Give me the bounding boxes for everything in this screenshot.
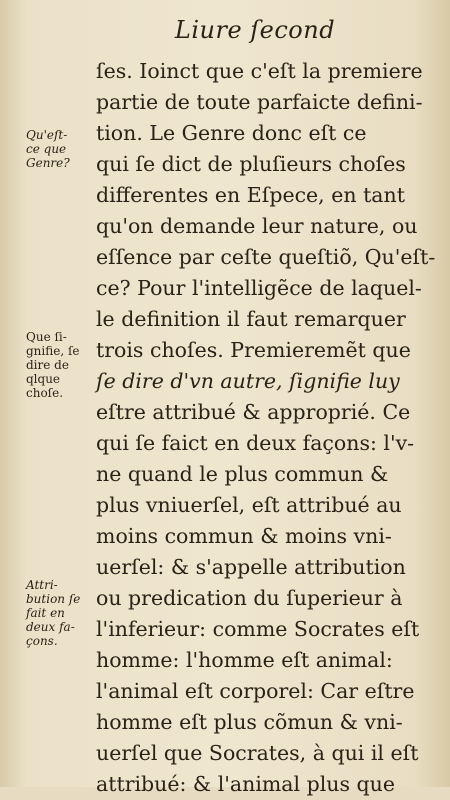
text-line: eſtre attribué & approprié. Ce: [96, 400, 411, 424]
text-line: qui ſe dict de pluſieurs choſes: [96, 152, 406, 176]
text-line: ce? Pour l'intelligẽce de laquel-: [96, 276, 422, 300]
text-line: trois choſes. Premieremẽt que: [96, 338, 411, 362]
text-line: homme eſt plus cõmun & vni-: [96, 710, 403, 734]
text-line: uerſel: & s'appelle attribution: [96, 555, 406, 579]
running-header: Liure ſecond: [174, 16, 336, 44]
text-line: attribué: & l'animal plus que: [96, 772, 395, 796]
text-line: ne quand le plus commun &: [96, 462, 389, 486]
text-line: differentes en Eſpece, en tant: [96, 183, 405, 207]
text-line: ou predication du ſuperieur à: [96, 586, 403, 610]
text-line: qu'on demande leur nature, ou: [96, 214, 418, 238]
margin-note-genre: Qu'eſt- ce que Genre?: [26, 128, 70, 170]
text-line: eſſence par ceſte queſtiõ, Qu'eſt-: [96, 245, 436, 269]
text-line: homme: l'homme eſt animal:: [96, 648, 393, 672]
text-line: uerſel que Socrates, à qui il eſt: [96, 741, 419, 765]
text-line: l'animal eſt corporel: Car eſtre: [96, 679, 415, 703]
text-line: tion. Le Genre donc eſt ce: [96, 121, 367, 145]
text-line: l'inferieur: comme Socrates eſt: [96, 617, 420, 641]
text-line: le definition il faut remarquer: [96, 307, 406, 331]
margin-note-attribution: Attri- bution ſe fait en deux fa- çons.: [26, 578, 81, 648]
text-line: plus vniuerſel, eſt attribué au: [96, 493, 402, 517]
text-line: moins commun & moins vni-: [96, 524, 392, 548]
text-line: partie de toute parfaicte defini-: [96, 90, 423, 114]
margin-note-dire: Que ſi- gnifie, ſe dire de qlque choſe.: [26, 330, 80, 400]
text-line: ſe dire d'vn autre, ſignifie luy: [96, 369, 400, 393]
main-text: [96, 56, 436, 800]
text-line: qui ſe faict en deux façons: l'v-: [96, 431, 415, 455]
text-line: ſes. Ioinct que c'eſt la premiere: [96, 59, 423, 83]
